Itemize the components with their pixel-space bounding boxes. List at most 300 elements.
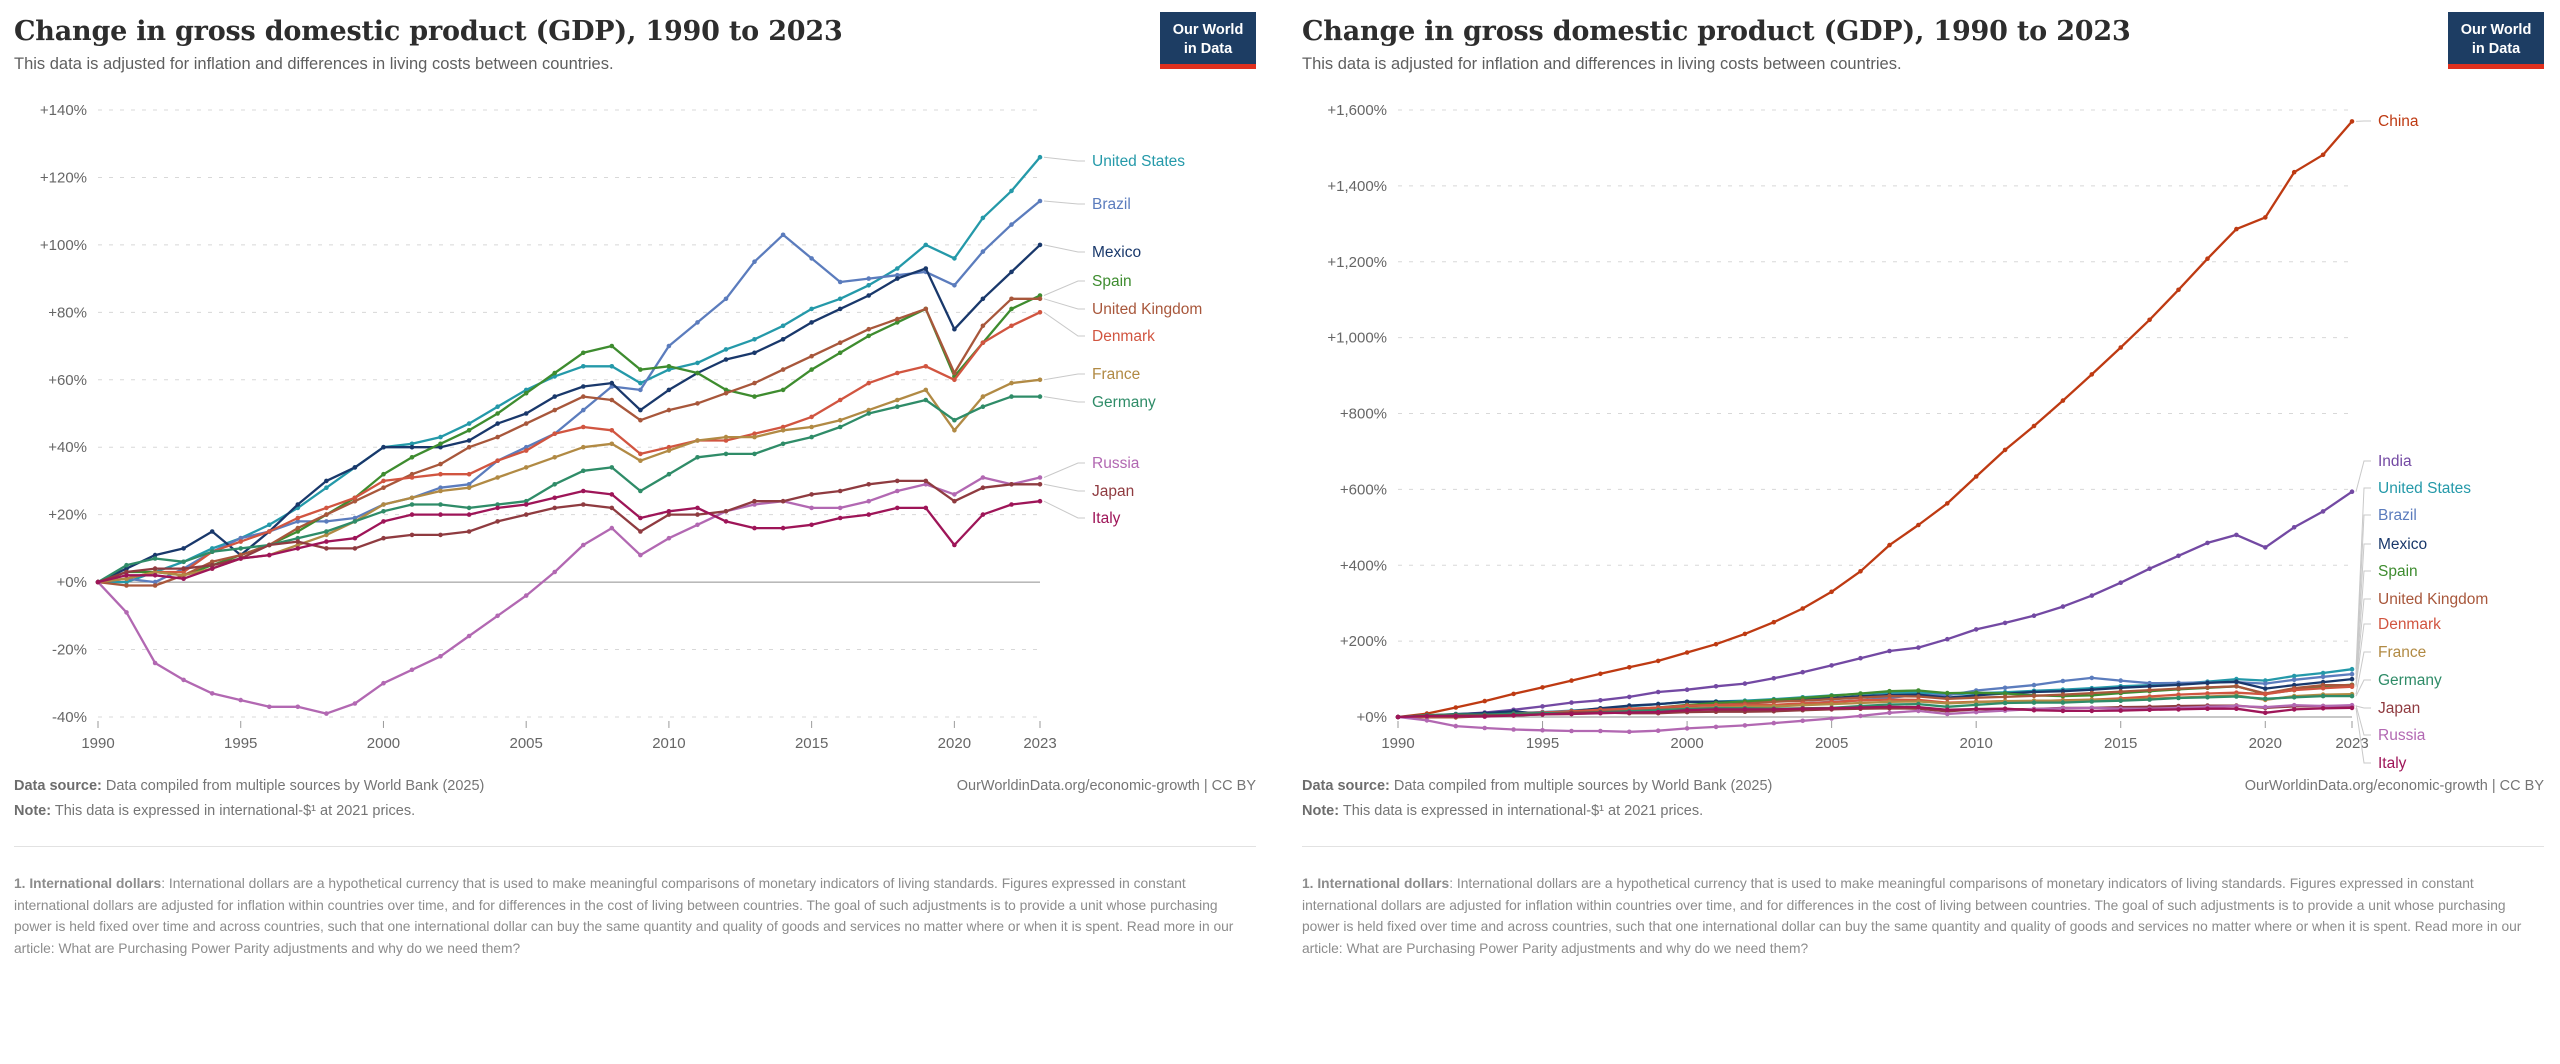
y-axis-label: +20%: [48, 506, 87, 524]
data-point: [866, 499, 871, 504]
data-point: [1714, 684, 1719, 689]
data-point: [581, 445, 586, 450]
data-point: [495, 475, 500, 480]
data-point: [1829, 706, 1834, 711]
data-point: [581, 364, 586, 369]
series-label-japan[interactable]: Japan: [2378, 700, 2421, 717]
data-point: [524, 593, 529, 598]
series-label-spain[interactable]: Spain: [1092, 273, 1132, 290]
line-chart-gdp-change: [14, 74, 1256, 774]
data-point: [552, 394, 557, 399]
data-point: [2090, 372, 2095, 377]
data-point: [1511, 692, 1516, 697]
data-point: [1627, 695, 1632, 700]
data-point: [809, 367, 814, 372]
data-point: [2205, 256, 2210, 261]
series-label-russia[interactable]: Russia: [2378, 727, 2426, 744]
chart-title: Change in gross domestic product (GDP), 1990 to 2023: [1302, 16, 2131, 47]
data-point: [495, 614, 500, 619]
data-point: [1038, 482, 1043, 487]
data-point: [1482, 714, 1487, 719]
data-point: [124, 573, 129, 578]
data-point: [296, 539, 301, 544]
data-point: [2147, 697, 2152, 702]
data-point: [552, 482, 557, 487]
data-point: [981, 394, 986, 399]
data-point: [524, 421, 529, 426]
data-point: [2292, 688, 2297, 693]
data-point: [1540, 712, 1545, 717]
data-point: [1714, 707, 1719, 712]
data-point: [1627, 665, 1632, 670]
data-point: [2263, 686, 2268, 691]
data-point: [638, 553, 643, 558]
x-axis-label-2020: 2020: [937, 734, 972, 752]
data-point: [1974, 703, 1979, 708]
y-axis-label: +80%: [48, 304, 87, 322]
data-point: [1009, 502, 1014, 507]
data-point: [1772, 676, 1777, 681]
data-point: [267, 543, 272, 548]
data-point: [1038, 243, 1043, 248]
data-point: [838, 297, 843, 302]
label-leader-line: [1044, 281, 1085, 296]
header-text: [14, 6, 843, 74]
data-point: [952, 428, 957, 433]
data-point: [2061, 709, 2066, 714]
data-point: [2061, 700, 2066, 705]
data-point: [638, 452, 643, 457]
data-point: [552, 408, 557, 413]
series-line-russia[interactable]: [98, 478, 1040, 714]
data-point: [181, 546, 186, 551]
data-point: [638, 489, 643, 494]
data-point: [381, 681, 386, 686]
data-point: [610, 398, 615, 403]
data-point: [1540, 704, 1545, 709]
data-point: [581, 425, 586, 430]
data-point: [1772, 707, 1777, 712]
data-point: [724, 357, 729, 362]
data-point: [467, 438, 472, 443]
series-label-mexico[interactable]: Mexico: [2378, 536, 2428, 553]
series-label-germany[interactable]: Germany: [1092, 394, 1156, 411]
data-point: [524, 448, 529, 453]
data-point: [695, 401, 700, 406]
owid-credit-link[interactable]: OurWorldinData.org/economic-growth | CC BY: [2244, 778, 2544, 794]
data-point: [1858, 705, 1863, 710]
x-axis-label-1995: 1995: [224, 734, 258, 752]
data-point: [381, 509, 386, 514]
data-point: [181, 678, 186, 683]
data-point: [667, 364, 672, 369]
data-point: [981, 512, 986, 517]
owid-credit-link[interactable]: OurWorldinData.org/economic-growth | CC BY: [956, 778, 1256, 794]
data-point: [1916, 523, 1921, 528]
data-point: [638, 529, 643, 534]
x-axis-label-2023: 2023: [1023, 734, 1057, 752]
data-point: [1829, 590, 1834, 595]
data-point: [1598, 672, 1603, 677]
data-point: [866, 381, 871, 386]
data-point: [467, 634, 472, 639]
data-point: [410, 668, 415, 673]
series-label-japan[interactable]: Japan: [1092, 483, 1135, 500]
series-label-united-states[interactable]: United States: [2378, 480, 2472, 497]
data-point: [952, 256, 957, 261]
data-point: [1569, 729, 1574, 734]
data-point: [638, 408, 643, 413]
data-point: [1009, 307, 1014, 312]
series-label-denmark[interactable]: Denmark: [2378, 616, 2441, 633]
data-point: [1974, 695, 1979, 700]
note-text: This data is expressed in international-$¹ at 2021 prices.: [1342, 803, 1704, 819]
data-point: [1569, 712, 1574, 717]
chart-subtitle: This data is adjusted for inflation and differences in living costs between countries.: [14, 55, 614, 73]
series-label-russia[interactable]: Russia: [1092, 455, 1140, 472]
data-point: [781, 388, 786, 393]
data-point: [1945, 712, 1950, 717]
data-point: [2003, 686, 2008, 691]
data-point: [1800, 670, 1805, 675]
data-point: [381, 472, 386, 477]
data-point: [2350, 694, 2355, 699]
data-point: [724, 509, 729, 514]
label-leader-line: [1044, 374, 1085, 380]
data-point: [638, 367, 643, 372]
series-label-france[interactable]: France: [1092, 366, 1141, 383]
data-point: [1685, 708, 1690, 713]
series-label-italy[interactable]: Italy: [1092, 510, 1121, 527]
data-point: [2321, 706, 2326, 711]
series-label-united-kingdom[interactable]: United Kingdom: [2378, 591, 2489, 608]
x-axis-label-2010: 2010: [1959, 735, 1993, 753]
data-point: [1540, 685, 1545, 690]
data-point: [1829, 663, 1834, 668]
data-point: [467, 428, 472, 433]
data-point: [1714, 642, 1719, 647]
data-point: [324, 512, 329, 517]
data-point: [524, 502, 529, 507]
data-point: [2350, 684, 2355, 689]
data-point: [581, 384, 586, 389]
data-point: [2234, 533, 2239, 538]
data-point: [752, 259, 757, 264]
series-label-germany[interactable]: Germany: [2378, 672, 2442, 689]
data-point: [838, 280, 843, 285]
data-point: [1454, 724, 1459, 729]
data-point: [924, 388, 929, 393]
data-point: [381, 536, 386, 541]
data-source-text: Data compiled from multiple sources by World Bank (2025): [105, 778, 485, 794]
data-point: [2003, 701, 2008, 706]
data-point: [1685, 687, 1690, 692]
data-point: [838, 418, 843, 423]
data-point: [2003, 706, 2008, 711]
data-point: [952, 543, 957, 548]
owid-logo-line2: in Data: [1183, 40, 1233, 57]
data-point: [1743, 723, 1748, 728]
data-source-text: Data compiled from multiple sources by World Bank (2025): [1393, 778, 1773, 794]
chart-header: [14, 6, 1256, 74]
data-point: [1945, 501, 1950, 506]
data-point: [524, 512, 529, 517]
data-point: [2118, 580, 2123, 585]
data-point: [1482, 699, 1487, 704]
data-point: [724, 519, 729, 524]
data-point: [267, 705, 272, 710]
data-point: [438, 654, 443, 659]
data-point: [2176, 707, 2181, 712]
series-label-spain[interactable]: Spain: [2378, 563, 2418, 580]
data-point: [2118, 708, 2123, 713]
data-point: [2090, 676, 2095, 681]
data-point: [2234, 706, 2239, 711]
data-point: [153, 573, 158, 578]
data-point: [952, 492, 957, 497]
data-point: [353, 465, 358, 470]
y-axis-label: +800%: [1339, 405, 1387, 423]
data-point: [2292, 170, 2297, 175]
series-label-india[interactable]: India: [2378, 453, 2412, 470]
y-axis-label: +100%: [39, 236, 87, 254]
series-label-denmark[interactable]: Denmark: [1092, 328, 1155, 345]
data-point: [1743, 632, 1748, 637]
data-point: [2205, 685, 2210, 690]
label-leader-line: [1044, 312, 1085, 336]
data-point: [1974, 690, 1979, 695]
data-point: [638, 381, 643, 386]
data-point: [296, 526, 301, 531]
note-text: This data is expressed in international-$¹ at 2021 prices.: [54, 803, 416, 819]
data-point: [610, 465, 615, 470]
data-point: [752, 351, 757, 356]
label-leader-line: [1044, 397, 1085, 402]
data-point: [667, 408, 672, 413]
data-point: [638, 516, 643, 521]
series-line-mexico[interactable]: [98, 245, 1040, 582]
data-point: [2147, 566, 2152, 571]
data-point: [438, 462, 443, 467]
data-point: [1916, 688, 1921, 693]
data-point: [467, 472, 472, 477]
series-line-united-states[interactable]: [98, 157, 1040, 582]
series-label-italy[interactable]: Italy: [2378, 755, 2407, 772]
data-point: [752, 499, 757, 504]
y-axis-label: +120%: [39, 169, 87, 187]
chart-note: [1302, 803, 2544, 819]
data-point: [1887, 689, 1892, 694]
series-label-united-states[interactable]: United States: [1092, 153, 1186, 170]
data-point: [781, 526, 786, 531]
data-point: [1009, 394, 1014, 399]
data-point: [524, 465, 529, 470]
data-point: [2032, 613, 2037, 618]
data-point: [2176, 696, 2181, 701]
data-point: [267, 523, 272, 528]
data-point: [1974, 707, 1979, 712]
gdp-chart-panel-left: [14, 6, 1256, 959]
label-leader-line: [1044, 463, 1085, 478]
x-axis-label-2000: 2000: [1670, 735, 1704, 753]
data-point: [153, 583, 158, 588]
data-point: [2205, 681, 2210, 686]
data-point: [2263, 692, 2268, 697]
data-point: [495, 519, 500, 524]
x-axis-label-1990: 1990: [1381, 735, 1415, 753]
data-point: [2147, 708, 2152, 713]
data-point: [809, 492, 814, 497]
data-point: [695, 371, 700, 376]
data-point: [924, 307, 929, 312]
footnote-divider: [1302, 846, 2544, 847]
data-point: [2263, 545, 2268, 550]
data-point: [410, 455, 415, 460]
chart-subtitle: This data is adjusted for inflation and differences in living costs between countries.: [1302, 55, 1902, 73]
data-point: [610, 364, 615, 369]
data-point: [809, 435, 814, 440]
owid-logo-line2: in Data: [2471, 40, 2521, 57]
owid-logo[interactable]: [1160, 12, 1256, 69]
data-point: [381, 479, 386, 484]
data-point: [866, 276, 871, 281]
data-point: [1038, 499, 1043, 504]
data-point: [353, 496, 358, 501]
note-label: Note:: [1302, 803, 1340, 819]
data-point: [495, 421, 500, 426]
data-point: [495, 404, 500, 409]
data-point: [210, 566, 215, 571]
data-point: [667, 509, 672, 514]
data-point: [809, 320, 814, 325]
chart-footer: [14, 778, 1256, 794]
data-point: [1038, 394, 1043, 399]
data-point: [638, 458, 643, 463]
y-axis-label: +1,400%: [1327, 177, 1387, 195]
data-point: [2292, 695, 2297, 700]
chart-title: Change in gross domestic product (GDP), 1990 to 2023: [14, 16, 843, 47]
series-line-japan[interactable]: [98, 481, 1040, 582]
data-point: [1009, 297, 1014, 302]
owid-logo-line1: Our World: [1172, 22, 1244, 38]
data-point: [324, 485, 329, 490]
data-point: [2032, 694, 2037, 699]
data-point: [1425, 714, 1430, 719]
data-point: [438, 472, 443, 477]
footnote-term: 1. International dollars: [1302, 876, 1450, 891]
data-point: [381, 502, 386, 507]
data-point: [610, 442, 615, 447]
data-point: [1685, 650, 1690, 655]
data-point: [838, 340, 843, 345]
data-point: [1945, 708, 1950, 713]
data-point: [1800, 719, 1805, 724]
data-point: [781, 367, 786, 372]
data-point: [1511, 727, 1516, 732]
x-axis-label-2000: 2000: [366, 734, 401, 752]
data-point: [1598, 711, 1603, 716]
data-point: [2090, 709, 2095, 714]
y-axis-label: +1,600%: [1327, 102, 1387, 119]
series-label-china[interactable]: China: [2378, 113, 2419, 130]
data-point: [981, 340, 986, 345]
data-point: [895, 266, 900, 271]
data-point: [2350, 489, 2355, 494]
data-point: [752, 394, 757, 399]
data-point: [667, 344, 672, 349]
data-point: [2003, 621, 2008, 626]
data-point: [1009, 381, 1014, 386]
data-point: [809, 506, 814, 511]
data-point: [124, 563, 129, 568]
y-axis-label: +1,000%: [1327, 329, 1387, 347]
data-point: [781, 233, 786, 238]
data-point: [1743, 681, 1748, 686]
data-point: [981, 249, 986, 254]
data-point: [2321, 675, 2326, 680]
data-point: [2176, 288, 2181, 293]
data-point: [667, 472, 672, 477]
data-point: [381, 519, 386, 524]
data-point: [1038, 297, 1043, 302]
data-point: [495, 506, 500, 511]
data-point: [924, 506, 929, 511]
data-point: [809, 523, 814, 528]
data-point: [467, 506, 472, 511]
data-point: [153, 566, 158, 571]
data-point: [2061, 398, 2066, 403]
data-point: [210, 691, 215, 696]
series-label-brazil[interactable]: Brazil: [2378, 507, 2417, 524]
y-axis-label: -20%: [51, 641, 87, 659]
data-point: [2090, 691, 2095, 696]
owid-logo[interactable]: [2448, 12, 2544, 69]
data-point: [381, 445, 386, 450]
data-point: [353, 536, 358, 541]
data-point: [324, 711, 329, 716]
data-point: [695, 512, 700, 517]
data-point: [2118, 689, 2123, 694]
chart-header: [1302, 6, 2544, 74]
data-source-label: Data source:: [1302, 778, 1390, 794]
chart-note: [14, 803, 1256, 819]
data-point: [866, 411, 871, 416]
x-axis-label-2023: 2023: [2335, 735, 2369, 753]
data-point: [2263, 705, 2268, 710]
data-point: [781, 337, 786, 342]
data-point: [324, 479, 329, 484]
data-point: [895, 404, 900, 409]
data-point: [952, 371, 957, 376]
data-point: [924, 266, 929, 271]
data-point: [895, 276, 900, 281]
series-label-france[interactable]: France: [2378, 644, 2427, 661]
data-point: [495, 458, 500, 463]
series-label-united-kingdom[interactable]: United Kingdom: [1092, 301, 1203, 318]
data-point: [838, 307, 843, 312]
data-point: [2061, 604, 2066, 609]
data-point: [610, 492, 615, 497]
data-point: [2321, 153, 2326, 158]
series-label-mexico[interactable]: Mexico: [1092, 244, 1142, 261]
series-label-brazil[interactable]: Brazil: [1092, 196, 1131, 213]
y-axis-label: +0%: [1356, 709, 1387, 727]
gdp-chart-panel-right: [1302, 6, 2544, 959]
data-point: [638, 418, 643, 423]
data-point: [1482, 726, 1487, 731]
series-line-china[interactable]: [1398, 121, 2352, 717]
y-axis-label: +200%: [1339, 633, 1387, 651]
